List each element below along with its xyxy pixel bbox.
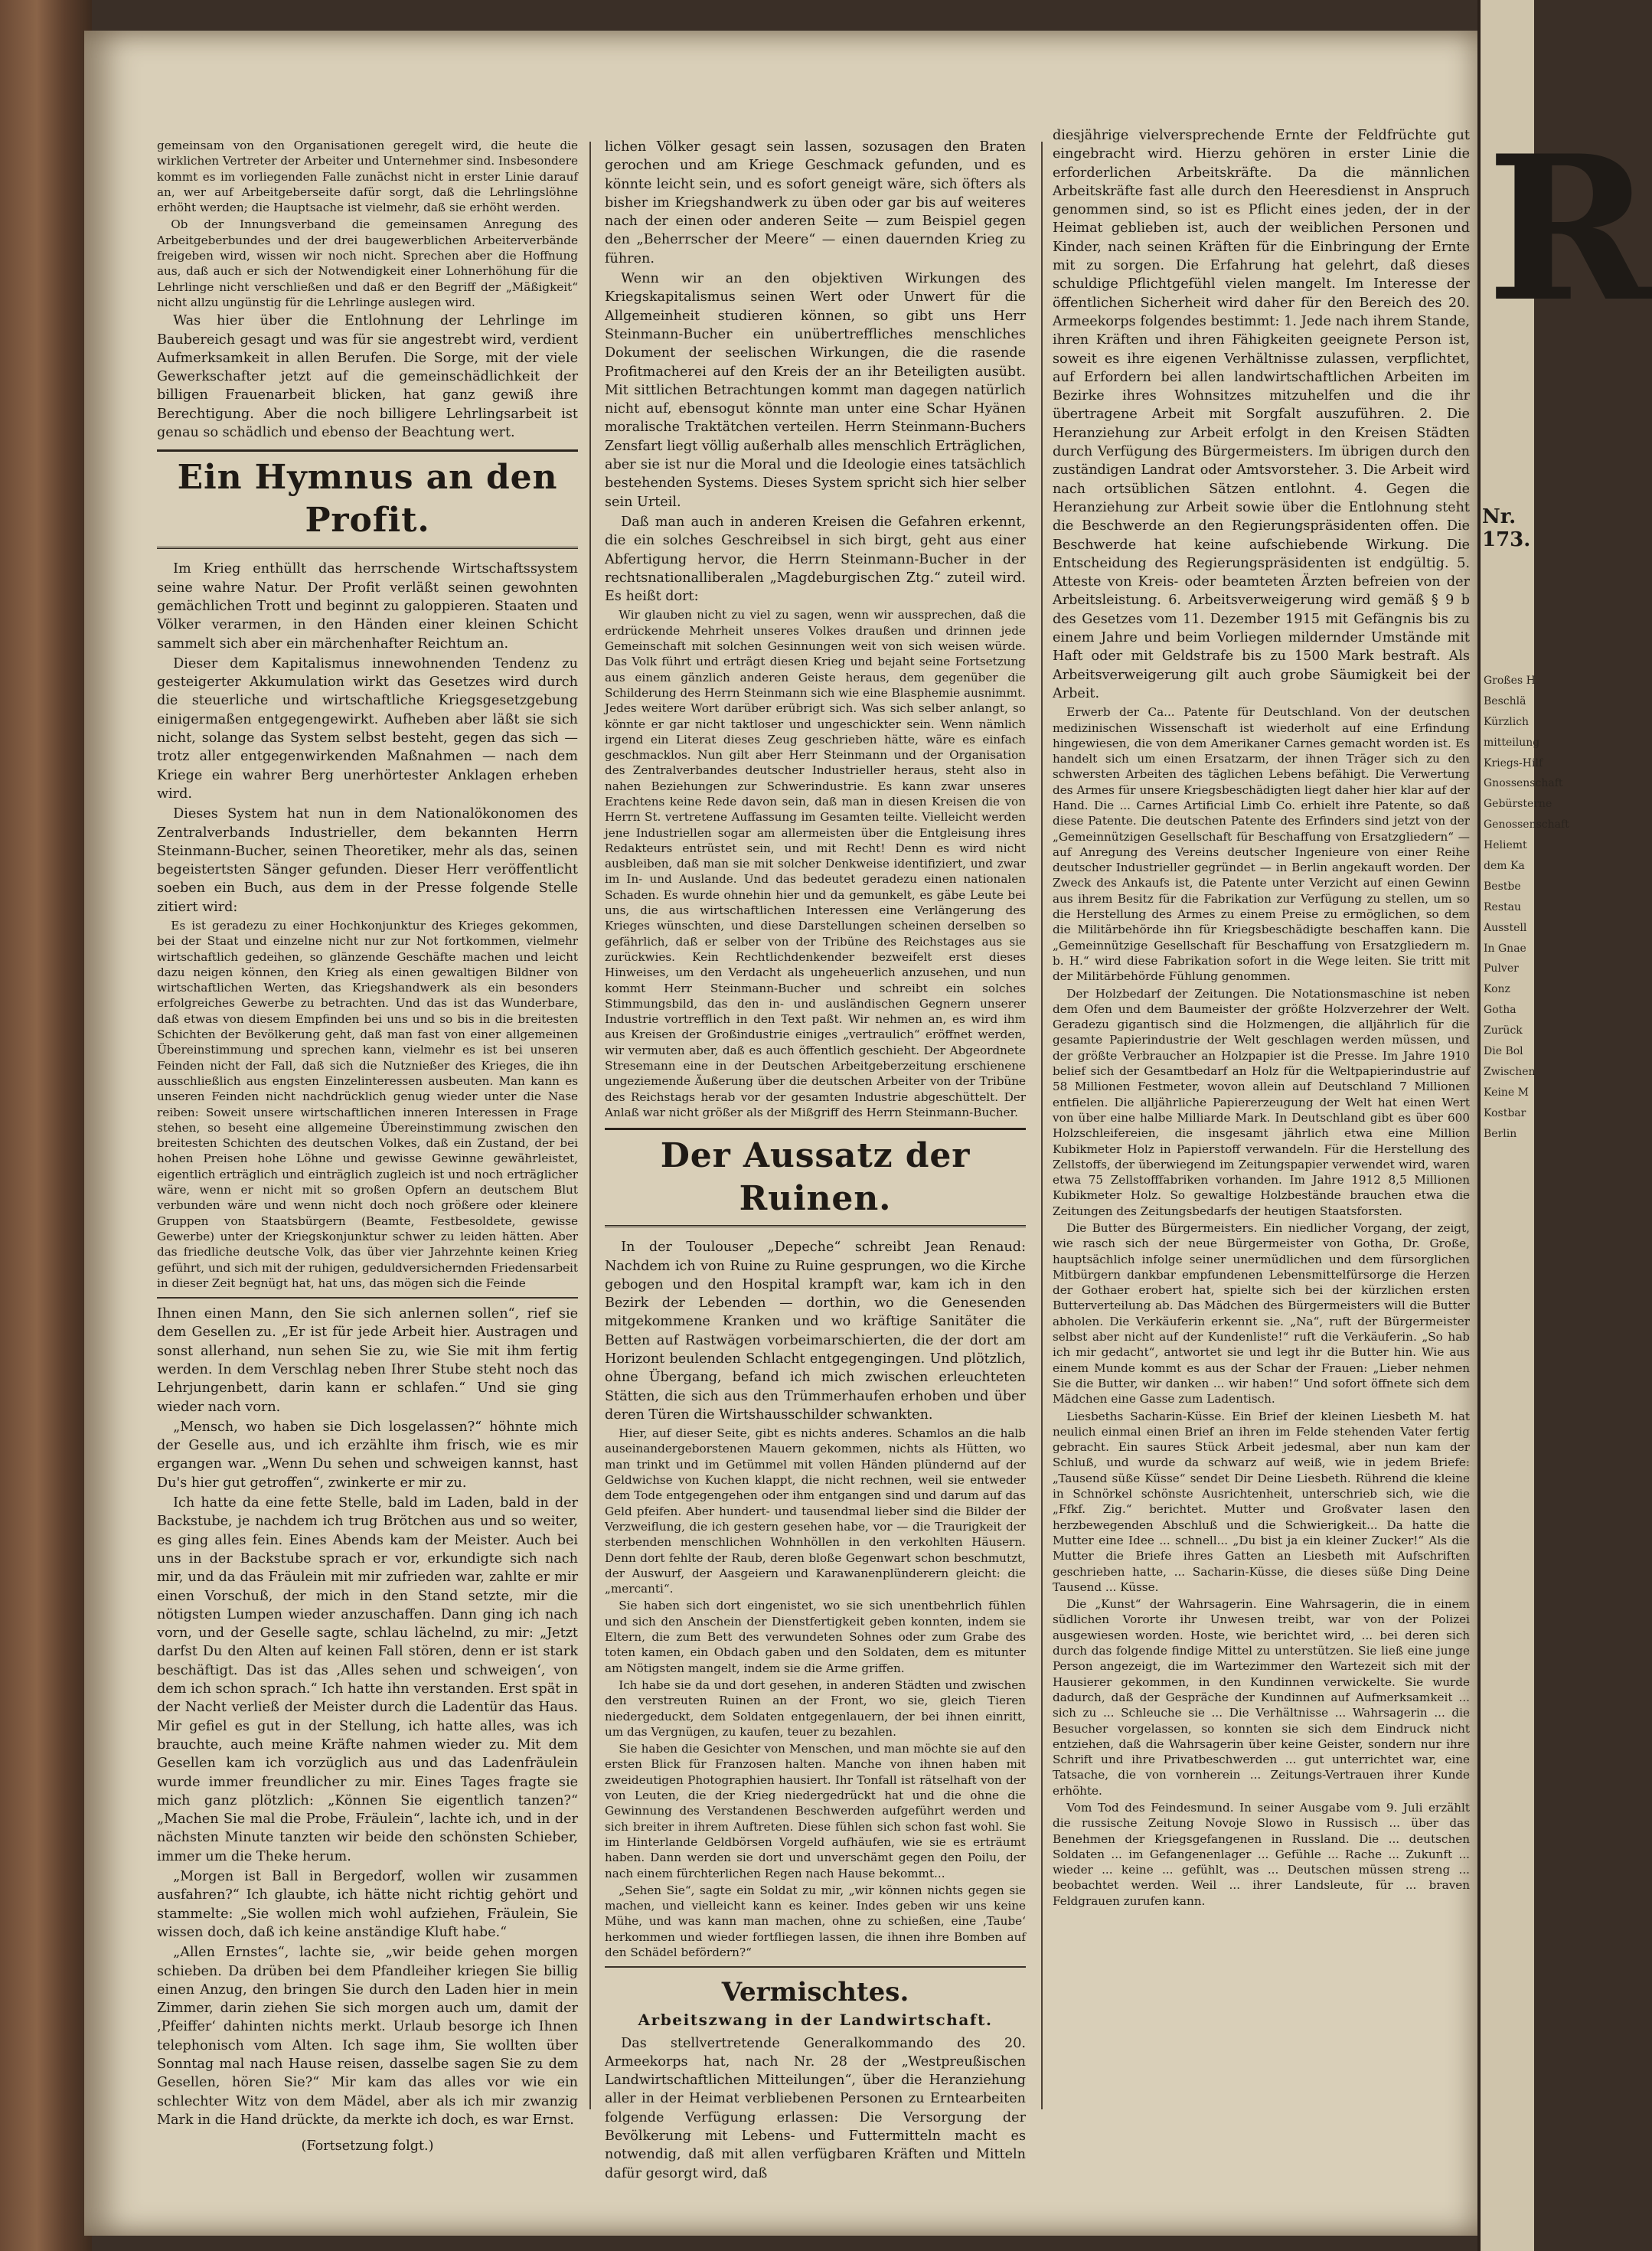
paragraph: Vom Tod des Feindesmund. In seiner Ausgabe vom 9. Juli erzählt die russische Zeitung Novoje Slowo in Russisch ... über das Benehmen der Kriegsgefangenen in Russland. Die ... deutschen Soldaten ... im Gefangenenlager ... Gefühle ... Rache ... Zukunft ... wieder ... keine ... gefühlt, was ... Deutschen müssen streng ... beobachtet werden. Weil ... ihrer Landsleute, für ... braven Feldgrauen zurufen kann. bbox=[1053, 1800, 1470, 1908]
paragraph: gemeinsam von den Organisationen geregelt wird, die heute die wirklichen Vertreter der Arbeiter und Unternehmer sind. Insbesondere kommt es im vorliegenden Falle zunächst nicht in erster Linie darauf an, wer auf Arbeitgeberseite dafür sorgt, daß die Lehrlingslöhne erhöht werden; die Hauptsache ist vielmehr, daß sie erhöht werden. bbox=[157, 139, 578, 215]
column-1 bbox=[157, 138, 578, 2155]
column-2 bbox=[605, 138, 1026, 2181]
news-briefs bbox=[1053, 704, 1470, 1909]
continuation-note: (Fortsetzung folgt.) bbox=[301, 2138, 434, 2155]
quote-paragraph: Wir glauben nicht zu viel zu sagen, wenn wir aussprechen, daß die erdrückende Mehrheit unseres Volkes draußen und drinnen jede Gemeinschaft mit solchen Gesinnungen weit von sich weisen würde. Das Volk führt und erträgt diesen Krieg und bejaht seine Fortsetzung aus einem gänzlich anderen Geiste heraus, dem gegenüber die Schilderung des Herrn Steinmann sich wie eine Blasphemie ausnimmt. Jedes weitere Wort darüber erübrigt sich. Was sich selber anlangt, so könnte er gar nicht taktloser und ungeschickter sein. Wenn nämlich irgend ein Literat dieses Zeug geschrieben hätte, wäre es einfach geschmacklos. Nun gilt aber Herr Steinmann und der Organisation des Zentralverbandes deutscher Industrieller heraus, steht also in nahen Beziehungen zur Schwerindustrie. Es kann zwar unseres Erachtens keine Rede davon sein, daß man in diesen Kreisen die von Herrn St. vertretene Auffassung im Gesamten teilte. Vielleicht werden jene Industriellen sogar am allermeisten über die Entgleisung ihres Redakteurs entrüstet sein, und mit Recht! Denn es wird nicht ausbleiben, daß man sie mit solcher Denkweise identifiziert, und zwar im In- und Auslande. Und das bedeutet geradezu einen nationalen Schaden. Es wurde ohnehin hier und da gemunkelt, es gäbe Leute bei uns, die aus wirtschaftlichen Interessen eine Verlängerung des Krieges wünschten, und diese Darstellungen scheinen derselben so gefährlich, daß er selber von der Tribüne des Reichstages aus sie zurückwies. Kein Rechtlichdenkender bezweifelt erst dieses Hinweises, um den Verdacht als ungeheuerlich anzusehen, und nun kommt Herr Steinmann-Bucher und schreibt ein solches Stimmungsbild, das den in- und ausländischen Gegnern unserer Industrie vortrefflich in den Text paßt. Wir nehmen an, es wird ihm aus Kreisen der Großindustrie einiges „vertraulich“ eröffnet werden, wir vermuten aber, daß es auch öffentlich geschieht. Der Abgeordnete Stresemann eine in der Deutschen Arbeitgeberzeitung erschienene ungeziemende Äußerung über die deutschen Arbeiter von der Tribüne des Reichstags herab vor der gesamten Industrie abgeschüttelt. Der Anlaß war nicht größer als der Mißgriff des Herrn Steinmann-Bucher. bbox=[605, 608, 1026, 1119]
paragraph: Ihnen einen Mann, den Sie sich anlernen sollen“, rief sie dem Gesellen zu. „Er ist für jede Arbeit hier. Austragen und sonst allerhand, nun sehen Sie zu, wie Sie mit ihm fertig werden. In dem Verschlag neben Ihrer Stube steht noch das Lehrjungenbett, darin kann er schlafen.“ Und sie ging wieder nach vorn. bbox=[157, 1306, 578, 1415]
paragraph: In der Toulouser „Depeche“ schreibt Jean Renaud: Nachdem ich von Ruine zu Ruine gesprungen, wo die Kirche gebogen und den Hospital krampft war, kam ich in den Bezirk der Lebenden — dorthin, wo die Genesenden mitgekommene Kranken und wo kräftige Sanitäter die Betten auf Rastwägen vorbeimarschierten, die der dort am Horizont beulenden Schlacht entgegengingen. Und plötzlich, ohne Übergang, befand ich mich zwischen erleuchteten Stätten, die sich aus den Trümmerhaufen erhoben und über deren Türen die Wirtshausschilder schwankten. bbox=[605, 1240, 1026, 1423]
paragraph: Die „Kunst“ der Wahrsagerin. Eine Wahrsagerin, die in einem südlichen Vororte ihr Unwesen treibt, war von der Polizei ausgewiesen worden. Hoste, wie berichtet wird, ... bei deren sich durch das folgende findige Mittel zu unterstützen. Sie ließ eine junge Person angezeigt, die im Wartezimmer den Wartezeit sich mit der Hausierer gekommen, in den Kundinnen verwickelte. Sie wurde dadurch, daß der Gespräche der Kundinnen auf Aufmerksamkeit ... sich zu ... Schleuche sie ... Die Verhältnisse ... Wahrsagerin ... die Besucher vorgelassen, so konnten sie sich dem Eindruck nicht entziehen, daß die Wahrsagerin über keine Geister, sondern nur ihre Schrift und ihre Privatbeschwerden ... gut unterrichtet war, eine Tatsache, die von vornherein ... Zeitungs-Vertrauen ihrer Kunde erhöhte. bbox=[1053, 1597, 1470, 1798]
paragraph: Der Holzbedarf der Zeitungen. Die Notationsmaschine ist neben dem Ofen und dem Baumeister der größte Holzverzehrer der Welt. Geradezu gigantisch sind die Holzmengen, die alljährlich für die gesamte Papierindustrie der Welt geschlagen werden müssen, und der größte Verbraucher an Holzpapier ist die Presse. Im Jahre 1910 belief sich der Gesamtbedarf an Holz für die Weltpapierindustrie auf 58 Millionen Festmeter, wovon allein auf Deutschland 7 Millionen entfielen. Die alljährliche Papiererzeugung der Welt hat einen Wert von über eine halbe Milliarde Mark. In Deutschland gibt es über 600 Holzschleifereien, die insgesamt jährlich etwa eine Million Kubikmeter Holz in Papierstoff verwandeln. Für die Herstellung des Zellstoffs, der überwiegend im Zeitungspapier verwendet wird, waren etwa 75 Zellstofffabriken vorhanden. Im Jahre 1912 8,5 Millionen Kubikmeter Holz. So gewaltige Holzbestände brauchen etwa die Zeitungen des Zeitungsbedarfs der heutigen Staatsforsten. bbox=[1053, 986, 1470, 1218]
paragraph: Ich habe sie da und dort gesehen, in anderen Städten und zwischen den verstreuten Ruinen an der Front, wo sie, gleich Tieren niedergeduckt, dem Soldaten entgegenlauern, der bei ihnen einritt, um das Vergnügen, zu kaufen, teuer zu bezahlen. bbox=[605, 1678, 1026, 1739]
fragment: Restau bbox=[1484, 900, 1521, 913]
paragraph: Sie haben sich dort eingenistet, wo sie sich unentbehrlich fühlen und sich den Anschein der Dienstfertigkeit geben konnten, indem sie Eltern, die zum Bett des verwundeten Sohnes oder zum Grabe des toten kamen, ein Obdach gaben und den Soldaten, dem es mitunter am Nötigsten mangelt, indem sie die Arme griffen. bbox=[605, 1599, 1026, 1675]
section-headline: Vermischtes. bbox=[721, 1977, 909, 2008]
fragment: Pulver bbox=[1484, 962, 1519, 975]
paragraph: Ich hatte da eine fette Stelle, bald im Laden, bald in der Backstube, je nachdem ich trug Brötchen aus und so weiter, es ging alles fein. Eines Abends kam der Meister. Auch bei uns in der Backstube sprach er vor, erkundigte sich nach mir, und da das Fräulein mit mir zufrieden war, zahlte er mir einen Vorschuß, der mich in den Stand setzte, mir die nötigsten Lumpen wieder anzuschaffen. Dann ging ich nach vorn, und der Geselle sagte, schlau lächelnd, zu mir: „Jetzt darfst Du den Alten auf keinen Fall stören, denn er ist stark beschäftigt. Das ist das ‚Alles sehen und schweigen‘, von dem ich schon sprach.“ Ich hatte ihn verstanden. Erst spät in der Nacht verließ der Meister durch die Ladentür das Haus. Mir gefiel es gut in der Stellung, ich hatte alles, was ich brauchte, auch meine Kräfte nahmen wieder zu. Mit dem Gesellen kam ich vorzüglich aus und das Ladenfräulein wurde immer freundlicher zu mir. Eines Tages fragte sie mich ganz plötzlich: „Können Sie eigentlich tanzen?“ „Machen Sie mal die Probe, Fräulein“, lachte ich, und in der nächsten Minute tanzten wir beide den schönsten Schieber, immer um die Theke herum. bbox=[157, 1495, 578, 1864]
masthead-letter: R bbox=[1487, 113, 1652, 346]
fragment: Heliemt bbox=[1484, 839, 1527, 852]
paragraph: „Morgen ist Ball in Bergedorf, wollen wir zusammen ausfahren?“ Ich glaubte, ich hätte nicht richtig gehört und stammelte: „Sie wollen mich wohl aufziehen, Fräulein, Sie wissen doch, daß ich keine anständige Kluft habe.“ bbox=[157, 1869, 578, 1940]
column-rule bbox=[1041, 142, 1043, 2109]
fragment: Zurück bbox=[1484, 1024, 1523, 1037]
fragment: Kriegs-Hilf bbox=[1484, 756, 1543, 769]
fragment: Ausstell bbox=[1484, 921, 1527, 934]
paragraph: Im Krieg enthüllt das herrschende Wirtschaftssystem seine wahre Natur. Der Profit verläßt seinen gewohnten gemächlichen Trott und beginnt zu galoppieren. Staaten und Völker verarmen, in den Händen einer kleinen Schicht sammelt sich aber ein märchenhafter Reichtum an. bbox=[157, 561, 578, 652]
paragraph: Dieses System hat nun in dem Nationalökonomen des Zentralverbands Industrieller, dem bekannten Herrn Steinmann-Bucher, seinen Theoretiker, mehr als das, seinen begeistertsten Sänger gefunden. Dieser Herr veröffentlicht soeben ein Buch, aus dem in der Presse folgende Stelle zitiert wird: bbox=[157, 806, 578, 915]
column-rule bbox=[589, 142, 591, 2109]
article-headline: Der Aussatz der Ruinen. bbox=[605, 1128, 1026, 1227]
fragment: Berlin bbox=[1484, 1127, 1517, 1140]
column-3 bbox=[1053, 126, 1470, 2117]
fragment: Bestbe bbox=[1484, 880, 1521, 893]
next-page-fragments bbox=[1484, 674, 1569, 1147]
next-page-edge bbox=[1477, 0, 1652, 2251]
section-rule bbox=[157, 1297, 578, 1299]
fragment: Gnossenschaft bbox=[1484, 777, 1563, 790]
paragraph: Hier, auf dieser Seite, gibt es nichts anderes. Schamlos an die halb auseinandergeborstenen Mauern gekommen, nichts als Hütten, wo man trinkt und im Getümmel mit vollen Händen plündernd auf der Geldwichse von Kuchen klappt, die nicht rechnen, weil sie entweder dem Tode entgegengehen oder ihm entgangen sind und darum auf das Geld pfeifen. Aber hundert- und tausendmal lieber sind die Bilder der Verzweiflung, die ich gestern gesehen habe, vor — die Traurigkeit der sterbenden menschlichen Wohnhöllen in den verkohlten Häusern. Denn dort fehlte der Raub, deren bloße Gegenwart schon beschmutzt, der Auswurf, der Aasgeiern und Karawanenplünderern gleicht: die „mercanti“. bbox=[605, 1426, 1026, 1596]
section-rule bbox=[605, 1966, 1026, 1968]
ruins-quote bbox=[605, 1426, 1026, 1960]
book-binding bbox=[0, 0, 92, 2251]
paragraph: Wenn wir an den objektiven Wirkungen des Kriegskapitalismus seinen Wert oder Unwert für die Allgemeinheit studieren können, so gibt uns Herr Steinmann-Bucher ein unübertreffliches menschliches Dokument der seelischen Wirkungen, die die rasende Profitmacherei auf den Kreis der an ihr Beteiligten ausübt. Mit sittlichen Betrachtungen kommt man dagegen natürlich nicht auf, ebensogut könnte man unter eine Schar Hyänen moralische Traktätchen verteilen. Herrn Steinmann-Buchers Zensfart liegt völlig außerhalb alles menschlich Erträglichen, aber sie ist nur die Moral und die Ideologie eines tatsächlich bestehenden Systems. Dieses System spricht sich hier selber sein Urteil. bbox=[605, 271, 1026, 510]
fragment: dem Ka bbox=[1484, 860, 1525, 873]
fragment: Genossenschaft bbox=[1484, 818, 1569, 831]
fragment: Großes H bbox=[1484, 675, 1536, 687]
intro-section bbox=[157, 138, 578, 310]
fragment: mitteilung bbox=[1484, 736, 1540, 749]
fragment: Zwischen bbox=[1484, 1065, 1536, 1078]
paragraph: Die Butter des Bürgermeisters. Ein niedlicher Vorgang, der zeigt, wie rasch sich der neue Bürgermeister von Gotha, Dr. Große, hauptsächlich infolge seiner unermüdlichen und dem fürsorglichen Mitbürgern dankbar empfundenen Lebensmittelfürsorge die Herzen der Gothaer erobert hat, spielte sich bei der kürzlichen ersten Butterverteilung ab. Das Mädchen des Bürgermeisters will die Butter abholen. Die Verkäuferin erkennt sie. „Na“, ruft der Bürgermeister selbst aber nicht auf der Kundenliste!“ ruft die Verkäuferin. „So hab ich mir gedacht“, antwortet sie und legt ihr die Butter hin. Wie aus einem Munde kommt es aus der Schar der Frauen: „Lieber nehmen Sie die Butter, wir danken ... wir haben!“ Und sofort öffnete sich dem Mädchen eine Gasse zum Ladentisch. bbox=[1053, 1221, 1470, 1406]
fragment: Kostbar bbox=[1484, 1106, 1526, 1119]
fragment: Konz bbox=[1484, 983, 1510, 996]
paragraph: Liesbeths Sacharin-Küsse. Ein Brief der kleinen Liesbeth M. hat neulich einmal einen Brief an ihren im Felde stehenden Vater fertig gebracht. Ein saures Stück Arbeit jedesmal, aber nun kam der Schluß, und wurde da schwarz auf weiß, wie in jedem Briefe: „Tausend süße Küsse“ sendet Dir Deine Liesbeth. Rührend die kleine in Schnörkel schönste Ausrichtenheit, unterschrieb sich, wie die „Ffkf. Zig.“ berichtet. Mutter und Großvater lasen den herzbewegenden Abschluß und die Schwierigkeit... Da hatte die Mutter eine Idee ... schnell... „Du bist ja ein kleiner Zucker!“ Als die Mutter die Briefe ihres Gatten an Liesbeth mit Aufschriften geschrieben hatte, ... Sacharin-Küsse, die dieses süße Ding Deine Tausend ... Küsse. bbox=[1053, 1409, 1470, 1594]
paragraph: Erwerb der Ca... Patente für Deutschland. Von der deutschen medizinischen Wissenschaft ist wiederholt auf eine Erfindung hingewiesen, die von dem Amerikaner Carnes gemacht worden ist. Es handelt sich um einen Ersatzarm, der ihnen Träger sich zu den schwersten Arbeiten des täglichen Lebens befähigt. Die Verwertung des Armes für unsere Kriegsbeschädigten liegt daher hier klar auf der Hand. Die ... Carnes Artificial Limb Co. erhielt ihre Patente, so daß diese Patente. Die deutschen Patente des Erfinders sind jetzt von der „Gemeinnützigen Gesellschaft für Beschaffung von Ersatzgliedern“ — auf Anregung des Vereins deutscher Ingenieure von einer Reihe deutscher Industrieller gegründet — in Berlin angekauft worden. Der Zweck des Ankaufs ist, die Patente unter Verzicht auf einen Gewinn aus ihrem Besitz für die Fabrikation zur Verfügung zu stellen, um so die Herstellung des Armes zu einem Preise zu ermöglichen, so dem die Militärbehörde ihn für Kriegsbeschädigte beschaffen kann. Die „Gemeinnützige Gesellschaft für Beschaffung von Ersatzgliedern m. b. H.“ wird diese Fabrikation sofort in die Wege leiten. Sie tritt mit der Militärbehörde Fühlung genommen. bbox=[1053, 705, 1470, 984]
article-headline: Ein Hymnus an den Profit. bbox=[157, 449, 578, 549]
paragraph: lichen Völker gesagt sein lassen, sozusagen den Braten gerochen und am Kriege Geschmack gefunden, und es könnte leicht sein, und es sofort geneigt wäre, sich öfters als bisher im Kriegshandwerk zu üben oder gar bis auf weiteres nach der einen oder anderen Seite — zum Beispiel gegen den „Beherrscher der Meere“ — einen dauernden Krieg zu führen. bbox=[605, 139, 1026, 266]
issue-number: Nr. 173. bbox=[1482, 505, 1531, 551]
fragment: Kürzlich bbox=[1484, 715, 1530, 728]
fragment: Gotha bbox=[1484, 1004, 1517, 1017]
paragraph: diesjährige vielversprechende Ernte der Feldfrüchte gut eingebracht wird. Hierzu gehören in erster Linie die erforderlichen Arbeitskräfte. Da die männlichen Arbeitskräfte fast alle durch den Heeresdienst in Anspruch genommen sind, so ist es Pflicht eines jeden, der in der Heimat geblieben ist, auch der weiblichen Personen und Kinder, nach seinen Kräften für die Einbringung der Ernte mit zu sorgen. Die Erfahrung hat gelehrt, daß dieses schuldige Pflichtgefühl vielen mangelt. Im Interesse der öffentlichen Sicherheit wird daher für den Bereich des 20. Armeekorps folgendes bestimmt: 1. Jede nach ihrem Stande, ihren Kräften und ihren Fähigkeiten geeignete Person ist, soweit es ihre eigenen Verhältnisse zulassen, verpflichtet, auf Erfordern bei allen landwirtschaftlichen Arbeiten im Bezirke ihres Wohnsitzes mitzuhelfen und die ihr übertragene Arbeit mit Sorgfalt auszuführen. 2. Die Heranziehung zur Arbeit erfolgt in den Kreisen Städten durch Verfügung des Bürgermeisters. Im übrigen durch den zuständigen Landrat oder Amtsvorsteher. 3. Die Arbeit wird nach ortsüblichen Sätzen entlohnt. 4. Gegen die Heranziehung zur Arbeit sowie über die Entlohnung steht die Beschwerde an den Regierungspräsidenten offen. Die Beschwerde hat keine aufschiebende Wirkung. Die Entscheidung des Regierungspräsidenten ist endgültig. 5. Atteste von Kreis- oder beamteten Ärzten befreien von der Arbeitsleistung. 6. Arbeitsverweigerung wird gemäß § 9 b des Gesetzes vom 11. Dezember 1915 mit Gefängnis bis zu einem Jahre und beim Vorliegen mildernder Umstände mit Haft oder mit Geldstrafe bis zu 1500 Mark bestraft. Als Arbeitsverweigerung gilt auch grobe Säumigkeit bei der Arbeit. bbox=[1053, 128, 1470, 701]
paragraph: Das stellvertretende Generalkommando des 20. Armeekorps hat, nach Nr. 28 der „Westpreußischen Landwirtschaftlichen Mitteilungen“, über die Heranziehung aller in der Heimat verbliebenen Personen zu Erntearbeiten folgende Verfügung erlassen: Die Versorgung der Bevölkerung mit Lebens- und Futtermitteln macht es notwendig, daß mit allen verfügbaren Kräften und Mitteln dafür gesorgt wird, daß bbox=[605, 2035, 1026, 2181]
paragraph: Daß man auch in anderen Kreisen die Gefahren erkennt, die ein solches Geschreibsel in sich birgt, geht aus einer Abfertigung hervor, die Herrn Steinmann-Bucher in der rechtsnationalliberalen „Magdeburgischen Ztg.“ zuteil wird. Es heißt dort: bbox=[605, 514, 1026, 605]
fragment: Gebürsterne bbox=[1484, 798, 1552, 811]
paragraph: „Sehen Sie“, sagte ein Soldat zu mir, „wir können nichts gegen sie machen, und vielleicht kann es keiner. Indes geben wir uns keine Mühe, und was kann man machen, ohne zu schießen, eine ‚Taube‘ herkommen und wieder fortfliegen lassen, die ihnen ihre Bomben auf den Schädel befördern?“ bbox=[605, 1883, 1026, 1959]
paragraph: „Mensch, wo haben sie Dich losgelassen?“ höhnte mich der Geselle aus, und ich erzählte ihm frisch, wie es mir ergangen war. „Wenn Du sehen und schweigen kannst, hast Du's hier gut getroffen“, zwinkerte er mir zu. bbox=[157, 1419, 578, 1491]
section-subheadline: Arbeitszwang in der Landwirtschaft. bbox=[638, 2011, 993, 2030]
quote-paragraph: Es ist geradezu zu einer Hochkonjunktur des Krieges gekommen, bei der Staat und einzelne nicht nur zur Not fortkommen, vielmehr wirtschaftlich gedeihen, so glänzende Geschäfte machen und leicht dazu neigen können, den Krieg als einen gewaltigen Bildner von wirtschaftlichen Werten, das Kriegshandwerk als ein besonders erfolgreiches Gewerbe zu betrachten. Und das ist das Wunderbare, daß etwas von diesem Empfinden bei uns und so bis in die breitesten Schichten der Bevölkerung geht, daß man fast von einer allgemeinen Übereinstimmung und sprechen kann, vielmehr es ist bei unseren Feinden nicht der Fall, daß sich die Nutznießer des Krieges, die ihn ausschließlich aus engsten Einzelinteressen ausbeuten. Man kann es unseren Feinden nicht nachdrücklich genug wieder unter die Nase reiben: Soweit unsere wirtschaftlichen inneren Interessen in Frage stehen, so beseht eine allgemeine Übereinstimmung zwischen den breitesten Schichten des deutschen Volkes, daß ein Zustand, der bei hohen Preisen hohe Löhne und gewisse Gewinne gewährleistet, eigentlich erträglich und einträglich zugleich ist und noch erträglicher wäre, wenn er nicht mit so großen Opfern an deutschem Blut verbunden wäre und wenn nicht doch noch größere oder kleinere Gruppen von Staatsbürgern (Beamte, Festbesoldete, gewisse Gewerbe) unter der Kriegskonjunktur schwer zu leiden hätten. Aber das friedliche deutsche Volk, das über vier Jahrzehnte keinen Krieg geführt, und sich mit der ruhigen, geduldversichernden Friedensarbeit in dieser Zeit begnügt hat, hat uns, das mögen sich die Feinde bbox=[157, 918, 578, 1290]
paragraph: „Allen Ernstes“, lachte sie, „wir beide gehen morgen schieben. Da drüben bei dem Pfandleiher kriegen Sie billig einen Anzug, den bringen Sie durch den Laden hier in mein Zimmer, darin ziehen Sie sich morgen auch um, damit der ‚Pfeiffer‘ dahinten nichts merkt. Urlaub besorge ich Ihnen telephonisch vom Alten. Ich sage ihm, Sie wollten über Sonntag mal nach Hause reisen, dasselbe sagen Sie zu dem Gesellen, hören Sie?“ Mir kam das alles vor wie ein schlechter Witz von dem Mädel, aber als ich mir zwanzig Mark in die Hand drückte, da merkte ich doch, es war Ernst. bbox=[157, 1945, 578, 2128]
fragment: Die Bol bbox=[1484, 1045, 1523, 1058]
paragraph: Was hier über die Entlohnung der Lehrlinge im Baubereich gesagt und was für sie angestrebt wird, verdient Aufmerksamkeit in allen Berufen. Die Sorge, mit der viele Gewerkschafter jetzt auf die gemeinschädlichkeit der billigen Frauenarbeit blicken, hat ganz gewiß ihre Berechtigung. Aber die noch billigere Lehrlingsarbeit ist genau so schädlich und ebenso der Beachtung wert. bbox=[157, 313, 578, 441]
paragraph: Dieser dem Kapitalismus innewohnenden Tendenz zu gesteigerter Akkumulation wirkt das Gesetzes wird durch die steuerliche und wirtschaftliche Kriegsgesetzgebung einigermaßen entgegengewirkt. Aufheben aber läßt sie sich nicht, solange das System selbst besteht, gegen das sich — trotz aller entgegenwirkenden Maßnahmen — nach dem Kriege ein wahrer Berg unerhörtester Anklagen erheben wird. bbox=[157, 655, 578, 802]
paragraph: Ob der Innungsverband die gemeinsamen Anregung des Arbeitgeberbundes und der drei baugewerblichen Arbeiterverbände freigeben wird, wissen wir noch nicht. Sprechen aber die Hoffnung aus, daß auch er sich der Notwendigkeit einer Lohnerhöhung für die Lehrlinge nicht verschließen und daß er den Begriff der „Mäßigkeit“ nicht allzu ungünstig für die Lehrlinge auslegen wird. bbox=[157, 217, 578, 309]
fragment: Keine M bbox=[1484, 1086, 1529, 1099]
paragraph: Sie haben die Gesichter von Menschen, und man möchte sie auf den ersten Blick für Franzosen halten. Manche von ihnen haben mit zweideutigen Photographien hausiert. Ihr Tonfall ist rätselhaft von der von Leuten, die der Krieg niedergedrückt hat und die ohne die Gewinnung des Verstandenen Beschwerden aufgeführt werden und sich breiter in ihrem Auftreten. Diese fühlen sich schon fast wohl. Sie im Hinterlande Geldbörsen Vorgeld aufhäufen, wie sie es erträumt haben. Dann werden sie dort und unverschämt gegen den Poilu, der nach einem fürchterlichen Regen nach Hause bekommt... bbox=[605, 1742, 1026, 1880]
fragment: Beschlä bbox=[1484, 694, 1526, 707]
fragment: In Gnae bbox=[1484, 942, 1526, 955]
